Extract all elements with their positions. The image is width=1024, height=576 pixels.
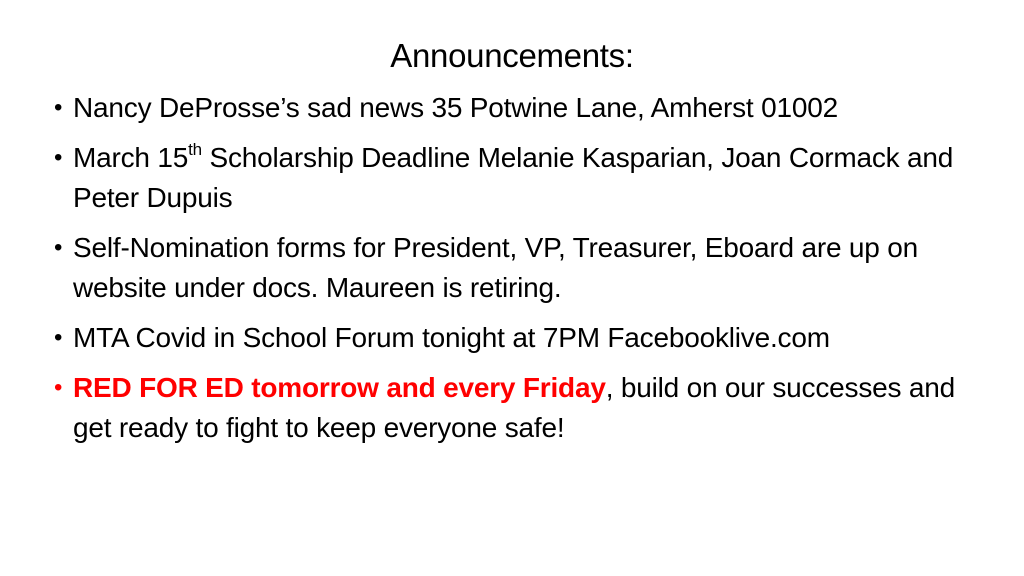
bullet-icon: • <box>54 234 63 261</box>
red-for-ed-highlight: RED FOR ED tomorrow and every Friday <box>73 372 606 403</box>
announcement-text: Self-Nomination forms for President, VP, Treasurer, Eboard are up on website under docs. Maureen is retiring. <box>73 232 918 303</box>
bullet-icon: • <box>54 144 63 171</box>
bullet-icon: • <box>54 374 63 401</box>
bullet-icon: • <box>54 94 63 121</box>
list-item <box>50 318 980 358</box>
announcement-text-start: March 15 <box>73 142 189 173</box>
announcement-text: Nancy DeProsse’s sad news 35 Potwine Lane, Amherst 01002 <box>73 92 838 123</box>
announcement-text: MTA Covid in School Forum tonight at 7PM Facebooklive.com <box>73 322 830 353</box>
announcement-text: , build on our successes and get ready to fight to keep everyone safe! <box>73 372 955 443</box>
announcement-list <box>50 88 980 458</box>
list-item <box>50 88 980 128</box>
slide-title: Announcements: <box>390 37 634 74</box>
list-item <box>50 368 980 448</box>
bullet-icon: • <box>54 324 63 351</box>
announcement-text-end: Scholarship Deadline Melanie Kasparian, Joan Cormack and Peter Dupuis <box>73 142 954 213</box>
list-item <box>50 228 980 308</box>
list-item <box>50 138 980 218</box>
ordinal-suffix: th <box>188 139 202 159</box>
